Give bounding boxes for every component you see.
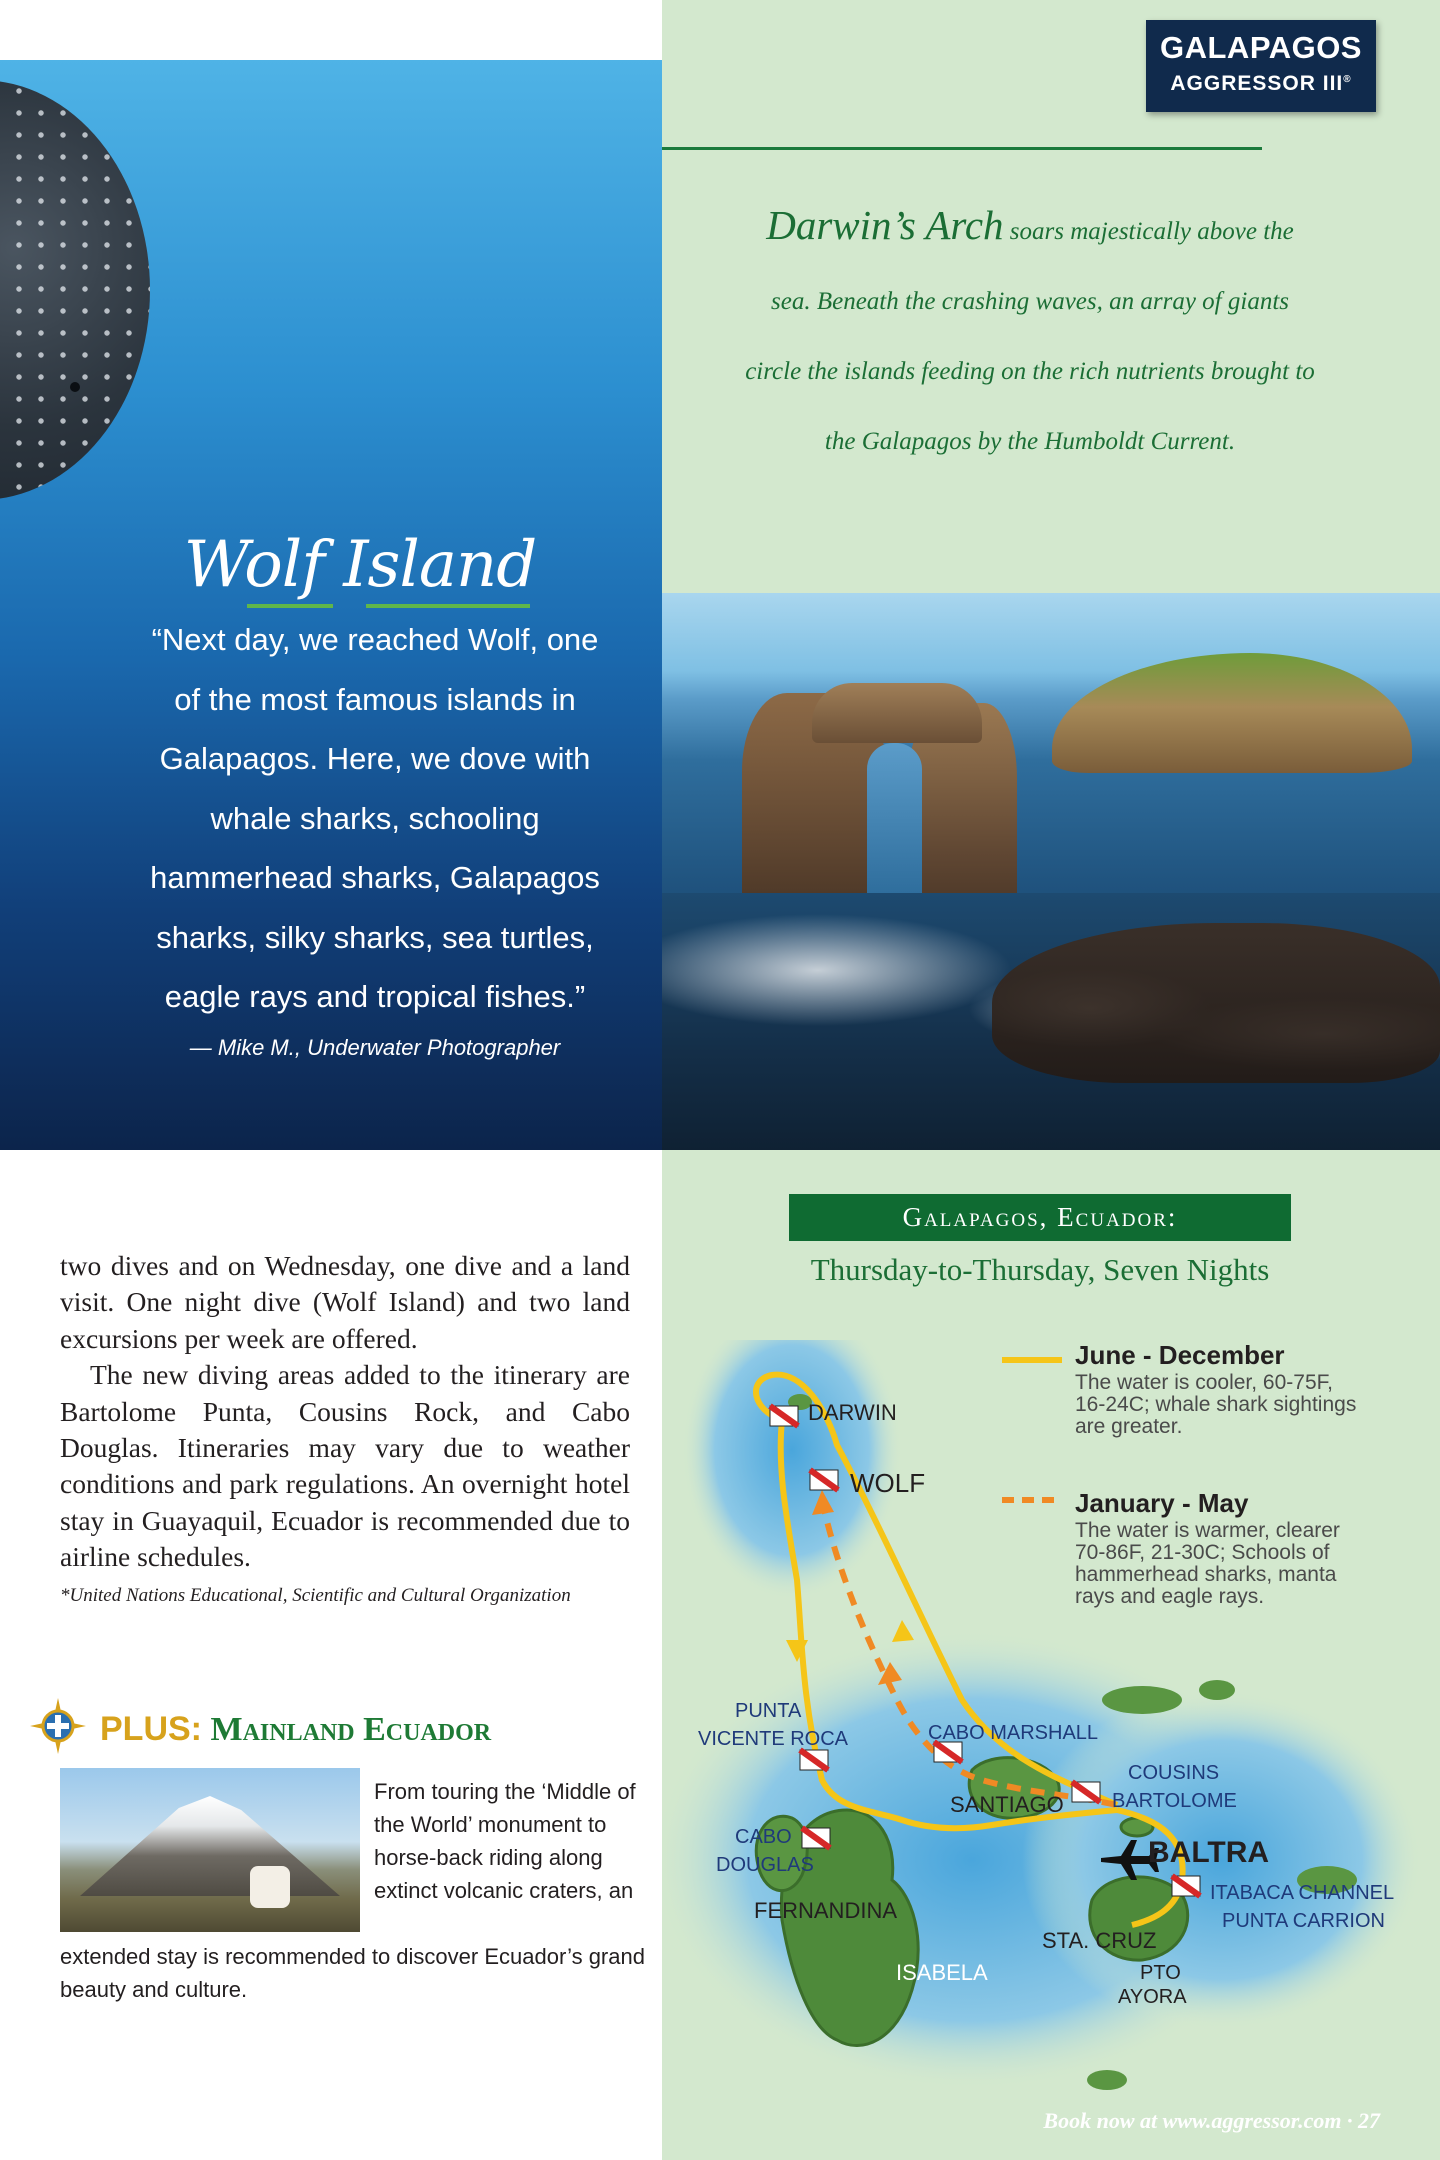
route-arrow-north <box>892 1620 914 1642</box>
wolf-island-title: Wolf Island <box>183 528 537 602</box>
marchena-island <box>1102 1686 1182 1714</box>
label-sta-cruz: STA. CRUZ <box>1042 1928 1157 1953</box>
label-darwin: DARWIN <box>808 1400 897 1425</box>
dive-flag-cabo-douglas <box>802 1828 830 1848</box>
brand-sub-text: AGGRESSOR III <box>1170 72 1344 95</box>
label-ayora: AYORA <box>1118 1986 1187 2008</box>
darwins-arch-photo <box>662 593 1440 1150</box>
label-cabo-marshall: CABO MARSHALL <box>928 1722 1099 1744</box>
unesco-footnote: *United Nations Educational, Scientific and Cultural Organization <box>60 1585 571 1606</box>
dive-flag-wolf <box>810 1470 838 1490</box>
whale-shark-eye <box>70 382 80 392</box>
plus-title: Mainland Ecuador <box>210 1711 492 1748</box>
label-santiago: SANTIAGO <box>950 1792 1064 1817</box>
label-baltra: BALTRA <box>1148 1836 1270 1869</box>
legend-title-winter: January - May <box>1075 1488 1249 1518</box>
plus-description-1: From touring the ‘Middle of the World’ monument to horse-back riding along extinct volcanic craters, an <box>374 1779 636 1903</box>
label-itabaca: ITABACA CHANNEL <box>1210 1882 1395 1904</box>
quote-attribution: — Mike M., Underwater Photographer <box>189 1035 561 1060</box>
compass-icon <box>30 1698 86 1754</box>
arch-photo-island <box>1052 653 1412 773</box>
label-fernandina: FERNANDINA <box>754 1898 898 1923</box>
trip-schedule: Thursday-to-Thursday, Seven Nights <box>810 1252 1270 1287</box>
legend-desc-summer: The water is cooler, 60-75F, 16-24C; whale shark sightings are greater. <box>1075 1371 1357 1438</box>
brand-subtitle <box>1146 66 1376 98</box>
title-underline-right <box>366 604 530 608</box>
floreana-island <box>1087 2070 1127 2090</box>
arch-top <box>812 683 982 743</box>
label-punta-carrion: PUNTA CARRION <box>1222 1910 1385 1932</box>
title-underline-left <box>247 604 333 608</box>
plus-description-2: extended stay is recommended to discover Ecuador’s grand beauty and culture. <box>60 1944 645 2002</box>
label-punta: PUNTA <box>735 1700 802 1722</box>
dive-flag-itabaca <box>1172 1876 1200 1896</box>
label-pto: PTO <box>1140 1962 1181 1984</box>
plus-label: PLUS: <box>100 1710 202 1748</box>
volcano-peak <box>80 1796 340 1896</box>
body-paragraph-2: The new diving areas added to the itinerary are Bartolome Punta, Cousins Rock, and Cabo Douglas. Itineraries may vary due to weather conditions and park regulations. An overnight hotel stay in Guayaquil, Ecuador is recommended due to airline schedules. <box>60 1359 630 1573</box>
arch-opening <box>867 743 922 893</box>
plus-mainland-heading <box>100 1710 660 1749</box>
legend-title-summer: June - December <box>1075 1340 1285 1370</box>
region-banner: Galapagos, Ecuador: <box>789 1194 1291 1241</box>
brand-badge <box>1146 20 1376 112</box>
itinerary-body-text <box>60 1248 630 1576</box>
llama <box>250 1866 290 1908</box>
dive-flag-cousins <box>1072 1782 1100 1802</box>
cotopaxi-volcano-photo <box>60 1768 360 1932</box>
intro-lead: Darwin’s Arch <box>766 202 1004 248</box>
label-cousins: COUSINS <box>1128 1762 1220 1784</box>
label-vicente-roca: VICENTE ROCA <box>698 1728 849 1750</box>
brand-name: GALAPAGOS <box>1160 30 1362 65</box>
label-isabela: ISABELA <box>896 1960 988 1985</box>
label-douglas: DOUGLAS <box>716 1854 814 1876</box>
wolf-island-quote: “Next day, we reached Wolf, one of the most famous islands in Galapagos. Here, we dove with whale sharks, schooling hammerhead sharks, Galapagos sharks, silky sharks, sea turtles, eagle rays and tropical fishes.” <box>150 622 600 1014</box>
dive-flag-darwin <box>770 1406 798 1426</box>
darwins-arch-intro <box>745 190 1315 477</box>
label-bartolome: BARTOLOME <box>1112 1790 1237 1812</box>
legend-desc-winter: The water is warmer, clearer 70-86F, 21-30C; Schools of hammerhead sharks, manta rays and eagle rays. <box>1075 1519 1340 1608</box>
whale-shark-spots <box>0 80 150 500</box>
intro-divider <box>662 147 1262 150</box>
dive-flag-punta-vicente-roca <box>800 1750 828 1770</box>
genovesa-island <box>1199 1680 1235 1700</box>
dive-flag-cabo-marshall <box>934 1742 962 1762</box>
label-wolf: WOLF <box>850 1468 926 1498</box>
brand-registered-mark: ® <box>1343 74 1352 85</box>
label-cabo: CABO <box>735 1826 792 1848</box>
footer-booking-link: Book now at www.aggressor.com · 27 <box>1043 2108 1380 2133</box>
arch-photo-foreground-rocks <box>992 923 1440 1083</box>
intro-body: soars majestically above the sea. Beneath the crashing waves, an array of giants circle the islands feeding on the rich nutrients brought to the Galapagos by the Humboldt Current. <box>745 218 1315 455</box>
body-paragraph-1: two dives and on Wednesday, one dive and a land visit. One night dive (Wolf Island) and two land excursions per week are offered. <box>60 1250 630 1354</box>
